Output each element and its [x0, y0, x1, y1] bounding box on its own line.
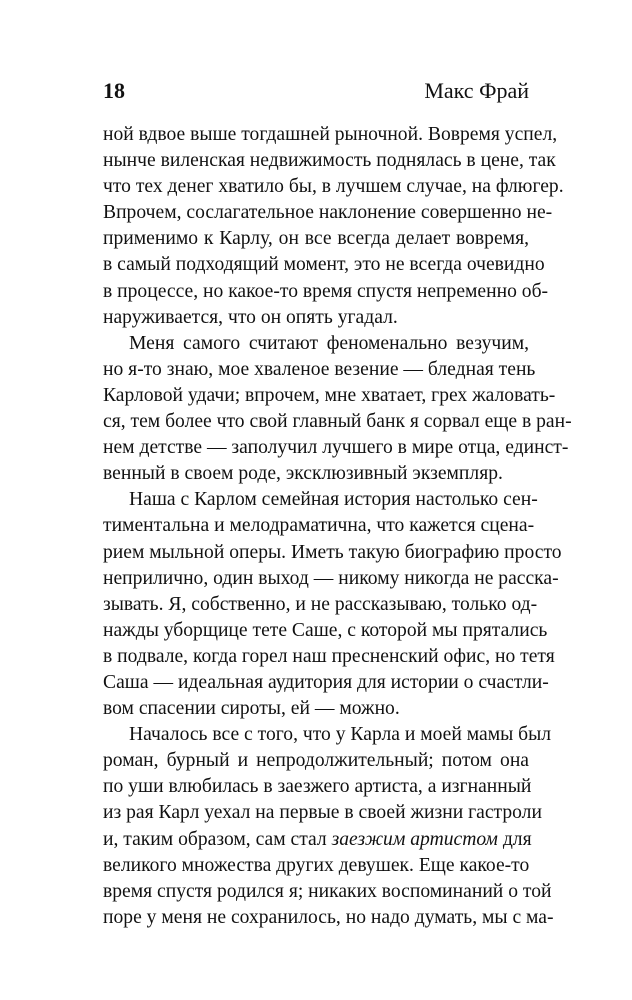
text-line: Саша — идеальная аудитория для истории о счастли-	[103, 671, 549, 693]
text-line: венный в своем роде, эксклюзивный экземпляр.	[103, 463, 503, 485]
text-line: нем детстве — заполучил лучшего в мире отца, единст-	[103, 437, 569, 459]
body-text	[103, 122, 572, 931]
text-segment: для	[497, 828, 532, 850]
text-line: Карловой удачи; впрочем, мне хватает, грех жаловать-	[103, 384, 556, 406]
text-line: Меня самого считают феноменально везучим,	[129, 332, 529, 354]
paragraph	[103, 722, 554, 931]
paragraph	[103, 331, 572, 488]
text-line: ся, тем более что свой главный банк я сорвал еще в ран-	[103, 411, 572, 433]
text-line: нынче виленская недвижимость поднялась в цене, так	[103, 150, 556, 172]
text-line: в подвале, когда горел наш пресненский офис, но тетя	[103, 645, 555, 667]
paragraph	[103, 487, 562, 722]
text-line: применимо к Карлу, он все всегда делает вовремя,	[103, 228, 529, 250]
text-line: неприлично, один выход — никому никогда не расска-	[103, 567, 559, 589]
text-line-with-italic	[103, 827, 532, 853]
paragraph	[103, 122, 564, 331]
text-line: Наша с Карлом семейная история настолько сен-	[129, 489, 538, 511]
text-line: великого множества других девушек. Еще какое-то	[103, 854, 530, 876]
text-line: роман, бурный и непродолжительный; потом она	[103, 750, 529, 772]
page-header	[103, 78, 529, 108]
text-line: что тех денег хватило бы, в лучшем случае, на флюгер.	[103, 176, 564, 198]
text-line: рием мыльной оперы. Иметь такую биографию просто	[103, 541, 562, 563]
text-line: ной вдвое выше тогдашней рыночной. Вовремя успел,	[103, 124, 558, 145]
text-line: Впрочем, сослагательное наклонение совершенно не-	[103, 202, 553, 224]
text-line: вом спасении сироты, ей — можно.	[103, 698, 400, 720]
text-line: по уши влюбилась в заезжего артиста, а изгнанный	[103, 776, 532, 798]
text-line: в процессе, но какое-то время спустя непременно об-	[103, 280, 549, 302]
text-line: но я-то знаю, мое хваленое везение — бледная тень	[103, 358, 536, 380]
italic-phrase: заезжим артистом	[331, 828, 498, 850]
text-line: тиментальна и мелодраматична, что кажется сцена-	[103, 515, 535, 537]
text-line: зывать. Я, собственно, и не рассказываю, только од-	[103, 593, 538, 615]
running-head-author: Макс Фрай	[424, 78, 529, 103]
text-line: Началось все с того, что у Карла и моей мамы был	[129, 724, 552, 746]
text-segment: и, таким образом, сам стал	[103, 828, 332, 850]
page-number: 18	[103, 78, 125, 103]
text-line: в самый подходящий момент, это не всегда очевидно	[103, 254, 545, 276]
text-line: время спустя родился я; никаких воспоминаний о той	[103, 880, 552, 902]
text-line: поре у меня не сохранилось, но надо думать, мы с ма-	[103, 906, 554, 928]
text-line: нажды уборщице тете Саше, с которой мы прятались	[103, 619, 548, 641]
text-line: из рая Карл уехал на первые в своей жизни гастроли	[103, 802, 542, 824]
text-line: наруживается, что он опять угадал.	[103, 306, 398, 328]
